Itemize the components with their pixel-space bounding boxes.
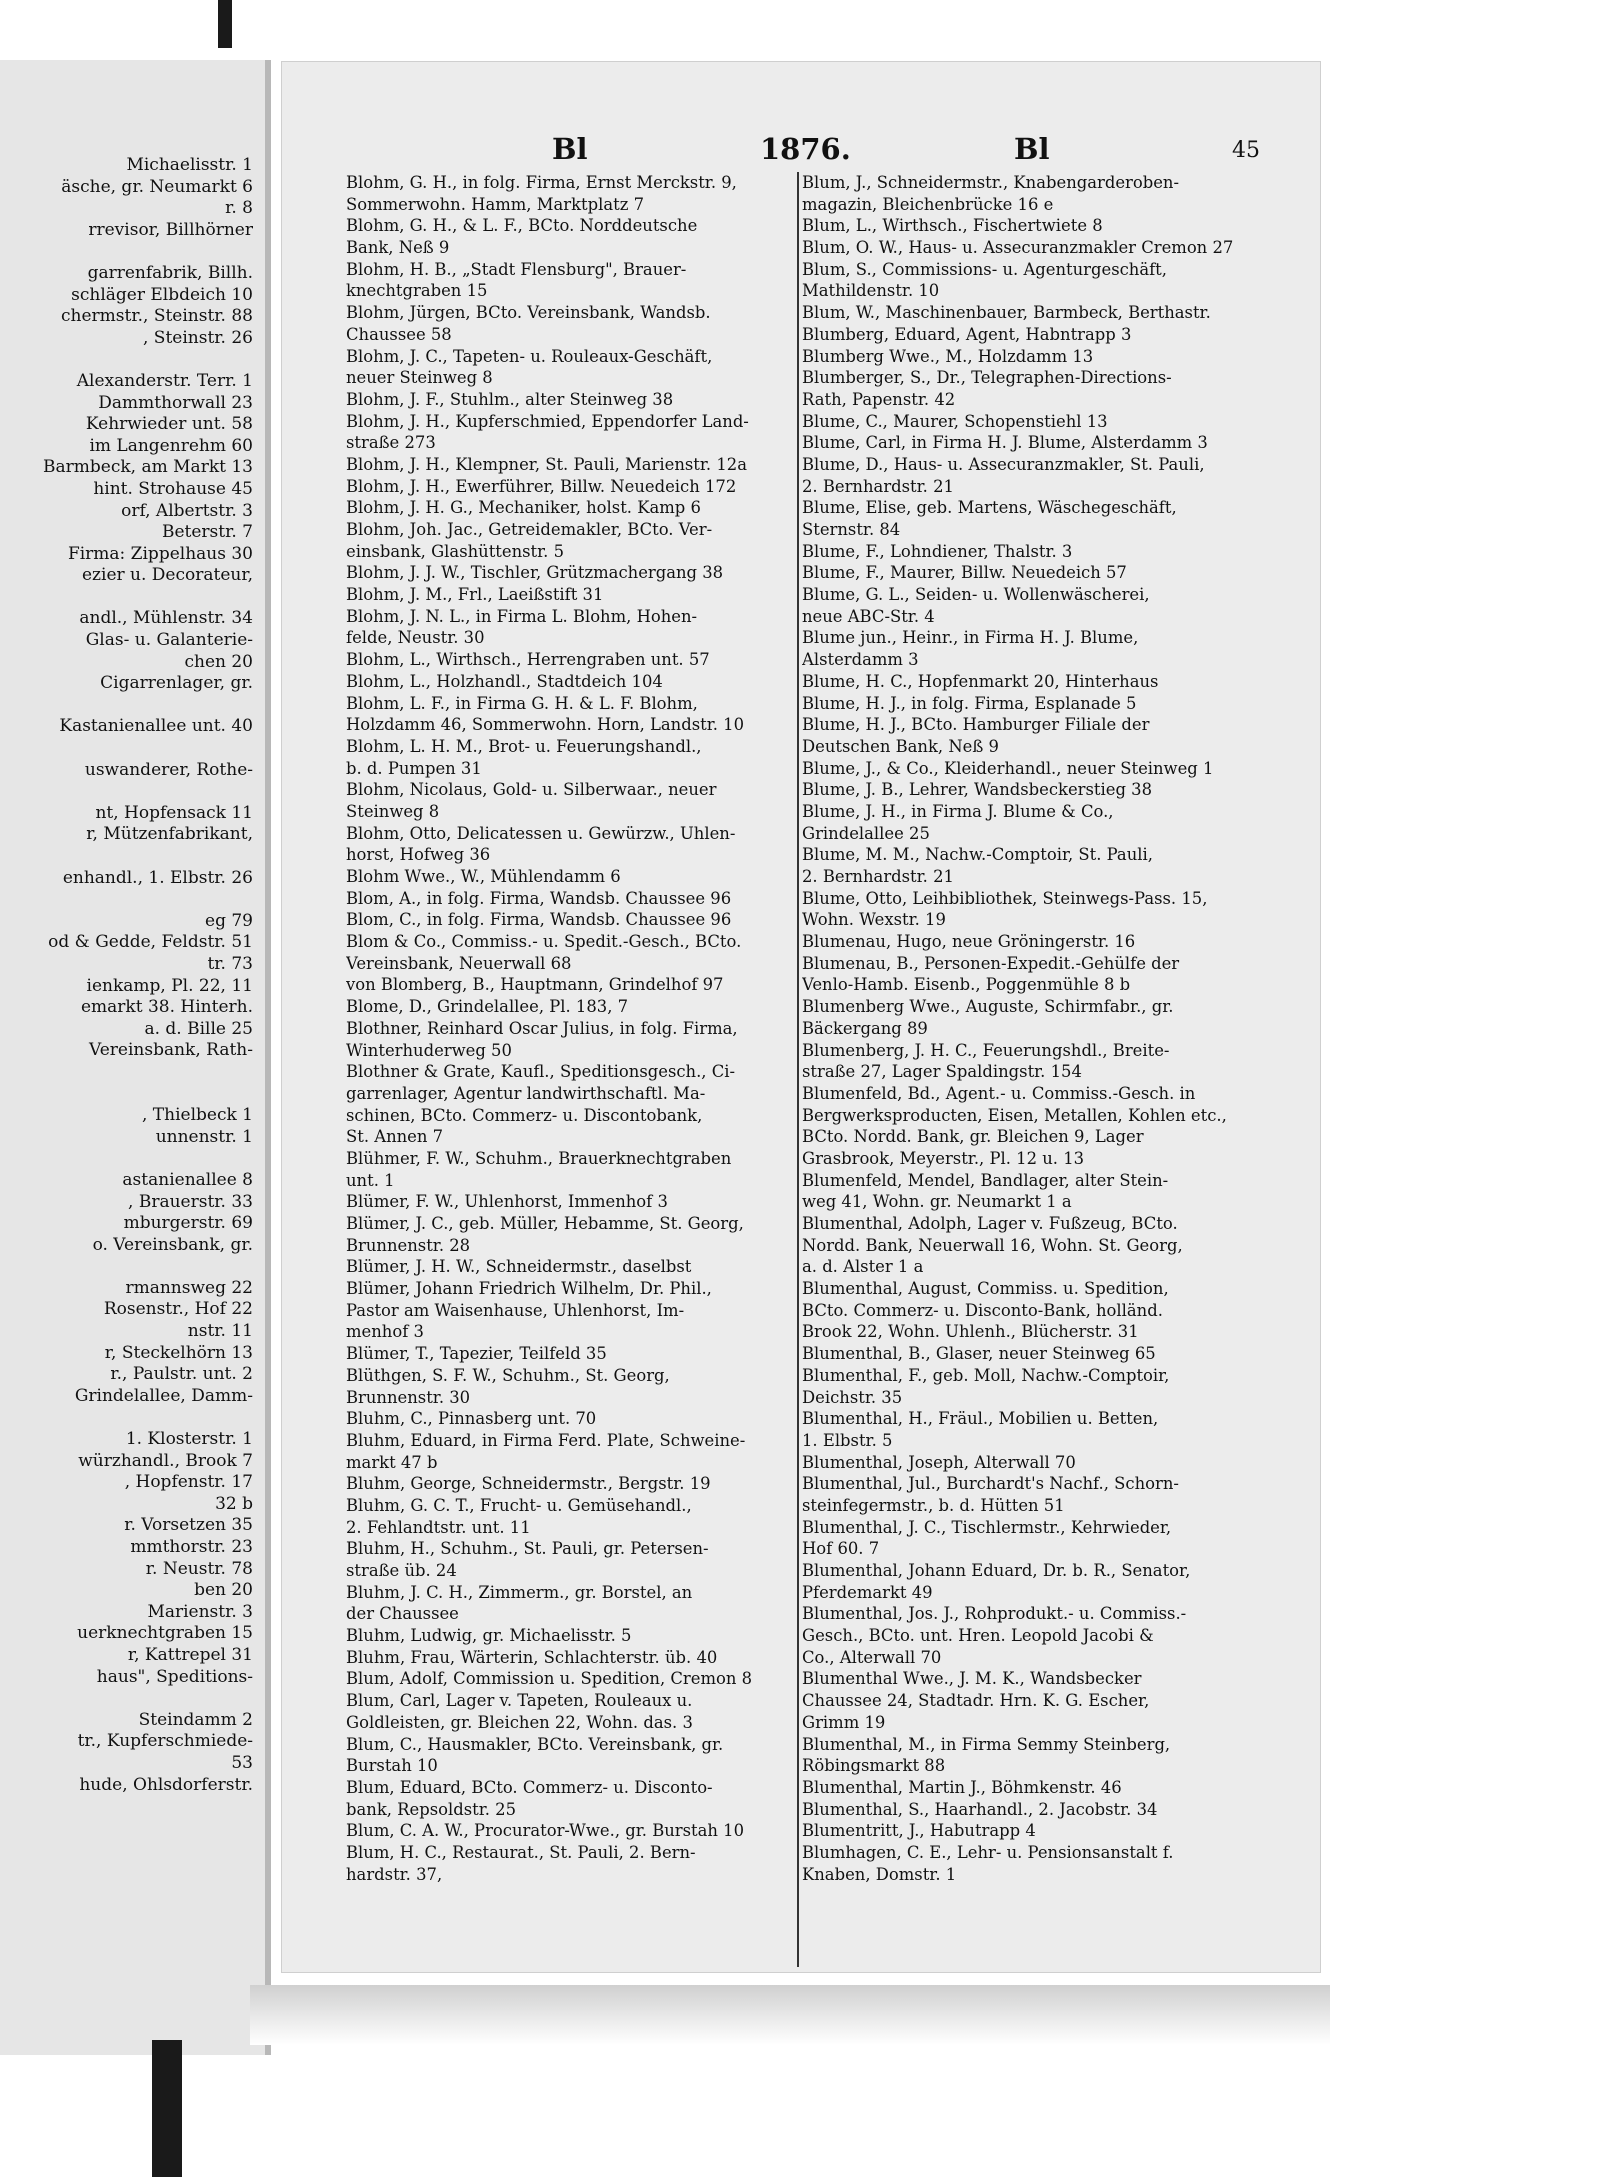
directory-entry-line: Venlo-Hamb. Eisenb., Poggenmühle 8 b (802, 975, 1131, 995)
directory-entry-line: hardstr. 37, (346, 1864, 443, 1884)
directory-entry-line: Bank, Neß 9 (346, 238, 450, 258)
directory-entry-line: Blohm, Joh. Jac., Getreidemakler, BCto. Ver- (346, 520, 713, 539)
header-year: 1876. (760, 132, 851, 166)
directory-column-left (346, 172, 811, 1885)
directory-entry-line: Blumberger, S., Dr., Telegraphen-Directions- (802, 368, 1172, 388)
directory-entry-line: Blothner & Grate, Kaufl., Speditionsgesch., Ci- (346, 1062, 736, 1082)
directory-entry-line: Bluhm, C., Pinnasberg unt. 70 (346, 1409, 597, 1429)
directory-entry-line: Holzdamm 46, Sommerwohn. Horn, Landstr. 10 (346, 715, 745, 735)
directory-entry-line: Blome, D., Grindelallee, Pl. 183, 7 (346, 997, 629, 1017)
directory-entry-line: Blumenthal, B., Glaser, neuer Steinweg 65 (802, 1344, 1156, 1364)
left-page-line: Alexanderstr. Terr. 1 (76, 370, 253, 391)
directory-entry-line: Blumenthal, August, Commiss. u. Spedition, (802, 1279, 1169, 1299)
directory-entry-line: Blohm, L. F., in Firma G. H. & L. F. Blohm, (346, 693, 698, 713)
directory-entry-line: Blume, Carl, in Firma H. J. Blume, Alsterdamm 3 (802, 433, 1208, 453)
directory-entry-line: Blohm, G. H., & L. F., BCto. Norddeutsche (346, 216, 698, 236)
left-page-line: 32 b (215, 1493, 253, 1514)
left-page-line: rmannsweg 22 (125, 1277, 253, 1298)
directory-entry-line: Blumenthal, S., Haarhandl., 2. Jacobstr. 34 (802, 1799, 1158, 1819)
column-divider (797, 172, 799, 1967)
directory-entry-line: Blum, O. W., Haus- u. Assecuranzmakler Cremon 27 (802, 238, 1234, 258)
directory-entry-line: Bäckergang 89 (802, 1018, 928, 1038)
directory-entry-line: Bluhm, G. C. T., Frucht- u. Gemüsehandl., (346, 1495, 692, 1515)
left-page-line: ben 20 (194, 1580, 253, 1601)
left-page-line: chen 20 (184, 651, 253, 672)
left-page-line: od & Gedde, Feldstr. 51 (48, 932, 253, 953)
left-page-line (0, 1407, 253, 1429)
directory-entry-line: Blume, F., Maurer, Billw. Neuedeich 57 (802, 563, 1127, 583)
directory-entry-line: St. Annen 7 (346, 1127, 444, 1147)
page-number: 45 (1232, 138, 1260, 163)
directory-entry-line: Chaussee 24, Stadtadr. Hrn. K. G. Escher, (802, 1691, 1150, 1711)
left-page-line (0, 241, 253, 263)
directory-entry-line: straße üb. 24 (346, 1561, 457, 1580)
directory-entry-line: der Chaussee (346, 1604, 459, 1624)
left-page-line: schläger Elbdeich 10 (71, 284, 253, 305)
directory-page (282, 62, 1320, 1972)
left-page-lines (0, 155, 253, 1796)
directory-entry-line: Blum, S., Commissions- u. Agenturgeschäft, (802, 259, 1167, 279)
directory-entry-line: Blohm, J. C., Tapeten- u. Rouleaux-Geschäft, (346, 346, 713, 366)
directory-entry-line: Blume, F., Lohndiener, Thalstr. 3 (802, 541, 1073, 561)
directory-entry-line: 2. Bernhardstr. 21 (802, 867, 954, 886)
left-page-line: o. Vereinsbank, gr. (92, 1234, 253, 1255)
directory-entry-line: Blum, Adolf, Commission u. Spedition, Cremon 8 (346, 1669, 753, 1689)
directory-entry-line: Blohm, J. M., Frl., Laeißstift 31 (346, 585, 604, 605)
directory-entry-line: magazin, Bleichenbrücke 16 e (802, 194, 1054, 214)
left-page-line: Kastanienallee unt. 40 (59, 716, 253, 737)
left-page-fragment (0, 60, 271, 2055)
left-page-line: nstr. 11 (187, 1321, 253, 1342)
left-page-line: Kehrwieder unt. 58 (85, 414, 253, 435)
directory-entry-line: Blohm, L. H. M., Brot- u. Feuerungshandl., (346, 736, 702, 756)
directory-entry-line: 2. Fehlandtstr. unt. 11 (346, 1517, 531, 1537)
directory-entry-line: 1. Elbstr. 5 (802, 1430, 893, 1450)
left-page-line (0, 1084, 253, 1106)
directory-entry-line: Blumenau, Hugo, neue Gröningerstr. 16 (802, 932, 1136, 952)
directory-entry-line: Blumenthal, Adolph, Lager v. Fußzeug, BCto. (802, 1214, 1178, 1233)
left-page-line: a. d. Bille 25 (144, 1018, 253, 1039)
left-page-line (0, 587, 253, 609)
directory-entry-line: Bluhm, Frau, Wärterin, Schlachterstr. üb. 40 (346, 1647, 718, 1667)
left-page-line: Dammthorwall 23 (98, 392, 253, 413)
left-page-line: tr. 73 (207, 953, 253, 974)
directory-entry-line: Grindelallee 25 (802, 823, 930, 843)
directory-entry-line: Goldleisten, gr. Bleichen 22, Wohn. das. 3 (346, 1712, 693, 1732)
left-page-line (0, 1148, 253, 1170)
directory-entry-line: Chaussee 58 (346, 324, 452, 344)
left-page-line: rrevisor, Billhörner (88, 219, 253, 240)
directory-entry-line: Blohm, J. H., Kupferschmied, Eppendorfer Land- (346, 411, 749, 431)
directory-entry-line: Blohm, J. F., Stuhlm., alter Steinweg 38 (346, 389, 674, 409)
directory-entry-line: Bluhm, Eduard, in Firma Ferd. Plate, Schweine- (346, 1430, 746, 1450)
directory-entry-line: menhof 3 (346, 1322, 424, 1342)
directory-entry-line: weg 41, Wohn. gr. Neumarkt 1 a (802, 1192, 1072, 1212)
directory-entry-line: Vereinsbank, Neuerwall 68 (346, 953, 572, 973)
directory-entry-line: von Blomberg, B., Hauptmann, Grindelhof 97 (346, 975, 724, 995)
left-page-line: r, Kattrepel 31 (127, 1644, 253, 1665)
directory-entry-line: Blümer, Johann Friedrich Wilhelm, Dr. Phil., (346, 1279, 712, 1299)
directory-entry-line: Alsterdamm 3 (802, 650, 919, 670)
left-page-line: Grindelallee, Damm- (74, 1385, 253, 1406)
directory-entry-line: Bluhm, H., Schuhm., St. Pauli, gr. Petersen- (346, 1539, 709, 1559)
directory-entry-line: Blohm, J. H. G., Mechaniker, holst. Kamp 6 (346, 498, 701, 518)
directory-entry-line: Blumenfeld, Bd., Agent.- u. Commiss.-Gesch. in (802, 1083, 1196, 1103)
directory-entry-line: Blume, Elise, geb. Martens, Wäschegeschäft, (802, 498, 1177, 518)
left-page-line: hude, Ohlsdorferstr. (79, 1774, 253, 1795)
directory-entry-line: Blum, L., Wirthsch., Fischertwiete 8 (802, 216, 1103, 236)
left-page-line: eg 79 (205, 910, 253, 931)
left-page-line: andl., Mühlenstr. 34 (79, 608, 253, 629)
directory-entry-line: Deutschen Bank, Neß 9 (802, 736, 999, 756)
left-page-line (0, 1688, 253, 1710)
left-page-line: ezier u. Decorateur, (81, 565, 253, 586)
directory-entry-line: Blume, J., & Co., Kleiderhandl., neuer Steinweg 1 (802, 758, 1214, 778)
left-page-line: r, Mützenfabrikant, (86, 824, 253, 845)
left-page-line: mburgerstr. 69 (123, 1213, 253, 1234)
left-page-line: , Thielbeck 1 (141, 1105, 253, 1126)
left-page-line: uerknechtgraben 15 (77, 1623, 253, 1644)
directory-entry-line: Blume, H. J., in folg. Firma, Esplanade 5 (802, 693, 1137, 713)
directory-entry-line: Blume, Otto, Leihbibliothek, Steinwegs-Pass. 15, (802, 888, 1208, 908)
directory-entry-line: Blum, H. C., Restaurat., St. Pauli, 2. Bern- (346, 1842, 696, 1862)
left-page-line: äsche, gr. Neumarkt 6 (61, 176, 253, 197)
directory-entry-line: Blumenthal, Martin J., Böhmkenstr. 46 (802, 1777, 1122, 1797)
directory-entry-line: Blumenau, B., Personen-Expedit.-Gehülfe der (802, 953, 1180, 973)
left-page-line (0, 846, 253, 868)
directory-entry-line: Blumenberg, J. H. C., Feuerungshdl., Breite- (802, 1040, 1170, 1060)
left-page-line: r. Neustr. 78 (145, 1558, 253, 1579)
directory-entry-line: Blume, J. B., Lehrer, Wandsbeckerstieg 38 (802, 780, 1153, 800)
left-page-line (0, 349, 253, 371)
left-page-line: r., Paulstr. unt. 2 (110, 1364, 253, 1385)
directory-entry-line: Grasbrook, Meyerstr., Pl. 12 u. 13 (802, 1148, 1085, 1168)
directory-entry-line: Blumberg, Eduard, Agent, Habntrapp 3 (802, 324, 1132, 344)
directory-entry-line: Blohm, Otto, Delicatessen u. Gewürzw., Uhlen- (346, 823, 736, 843)
directory-entry-line: Blohm, J. H., Klempner, St. Pauli, Marienstr. 12a (346, 454, 747, 474)
directory-entry-line: Nordd. Bank, Neuerwall 16, Wohn. St. Georg, (802, 1235, 1183, 1255)
directory-entry-line: Blumberg Wwe., M., Holzdamm 13 (802, 346, 1094, 366)
left-page-line: r. Vorsetzen 35 (124, 1515, 253, 1536)
left-page-line: r, Steckelhörn 13 (104, 1342, 253, 1363)
directory-entry-line: Blum, C. A. W., Procurator-Wwe., gr. Burstah 10 (346, 1821, 745, 1841)
page-header (282, 132, 1320, 172)
directory-entry-line: Blum, W., Maschinenbauer, Barmbeck, Berthastr. (802, 303, 1211, 323)
left-page-line: orf, Albertstr. 3 (121, 500, 253, 521)
directory-entry-line: straße 273 (346, 433, 436, 453)
directory-entry-line: Blumenthal, H., Fräul., Mobilien u. Betten, (802, 1409, 1159, 1429)
directory-column-right (802, 172, 1267, 1885)
directory-entry-line: felde, Neustr. 30 (346, 628, 485, 648)
directory-entry-line: Blum, Carl, Lager v. Tapeten, Rouleaux u. (346, 1691, 693, 1711)
directory-entry-line: markt 47 b (346, 1452, 438, 1472)
left-page-line: im Langenrehm 60 (89, 435, 253, 456)
directory-entry-line: Blohm, J. H., Ewerführer, Billw. Neuedeich 172 (346, 476, 737, 496)
left-page-line: Cigarrenlager, gr. (100, 673, 253, 694)
directory-entry-line: Sommerwohn. Hamm, Marktplatz 7 (346, 194, 644, 214)
left-page-line: unnenstr. 1 (155, 1126, 253, 1147)
directory-entry-line: steinfegermstr., b. d. Hütten 51 (802, 1495, 1065, 1515)
directory-entry-line: Winterhuderweg 50 (346, 1040, 512, 1060)
directory-entry-line: 2. Bernhardstr. 21 (802, 476, 954, 496)
directory-entry-line: Blumenthal, F., geb. Moll, Nachw.-Comptoir, (802, 1365, 1170, 1385)
directory-entry-line: Blume, G. L., Seiden- u. Wollenwäscherei, (802, 585, 1150, 605)
directory-entry-line: Blum, C., Hausmakler, BCto. Vereinsbank, gr. (346, 1734, 724, 1754)
directory-entry-line: Blume, M. M., Nachw.-Comptoir, St. Pauli, (802, 845, 1153, 865)
left-page-line: Firma: Zippelhaus 30 (67, 543, 253, 564)
left-page-line: garrenfabrik, Billh. (87, 262, 253, 283)
directory-entry-line: Blum, Eduard, BCto. Commerz- u. Disconto- (346, 1777, 713, 1797)
directory-entry-line: Blumenthal, Jos. J., Rohprodukt.- u. Commiss.- (802, 1604, 1187, 1624)
directory-entry-line: Blom & Co., Commiss.- u. Spedit.-Gesch., BCto. (346, 932, 742, 952)
binding-edge-top (218, 0, 232, 48)
directory-entry-line: b. d. Pumpen 31 (346, 758, 482, 778)
directory-entry-line: bank, Repsoldstr. 25 (346, 1799, 517, 1819)
directory-entry-line: Steinweg 8 (346, 801, 440, 821)
directory-entry-line: Röbingsmarkt 88 (802, 1756, 946, 1776)
left-page-line (0, 781, 253, 803)
left-page-line: Vereinsbank, Rath- (89, 1040, 253, 1061)
directory-entry-line: Blom, A., in folg. Firma, Wandsb. Chaussee 96 (346, 888, 732, 908)
directory-entry-line: Blohm, Jürgen, BCto. Vereinsbank, Wandsb. (346, 303, 711, 323)
left-page-line: uswanderer, Rothe- (84, 759, 253, 780)
left-page-line: r. 8 (225, 198, 253, 219)
header-letters-right: Bl (1014, 132, 1050, 166)
directory-entry-line: Blumhagen, C. E., Lehr- u. Pensionsanstalt f. (802, 1842, 1174, 1862)
directory-entry-line: Brunnenstr. 28 (346, 1235, 471, 1255)
left-page-line: enhandl., 1. Elbstr. 26 (62, 867, 253, 888)
directory-entry-line: Brunnenstr. 30 (346, 1387, 471, 1407)
directory-entry-line: Blumenthal, M., in Firma Semmy Steinberg, (802, 1734, 1171, 1754)
left-page-line: astanienallee 8 (122, 1169, 253, 1190)
directory-entry-line: Wohn. Wexstr. 19 (802, 910, 946, 930)
directory-entry-line: Pferdemarkt 49 (802, 1582, 933, 1602)
directory-entry-line: Blohm, Nicolaus, Gold- u. Silberwaar., neuer (346, 780, 717, 800)
left-page-line: ienkamp, Pl. 22, 11 (86, 975, 253, 996)
directory-entry-line: einsbank, Glashüttenstr. 5 (346, 541, 565, 561)
directory-entry-line: Blume, H. C., Hopfenmarkt 20, Hinterhaus (802, 671, 1159, 691)
directory-entry-line: Blohm Wwe., W., Mühlendamm 6 (346, 867, 621, 886)
left-page-line: 1. Klosterstr. 1 (125, 1429, 253, 1450)
directory-entry-line: Knaben, Domstr. 1 (802, 1864, 957, 1884)
directory-entry-line: a. d. Alster 1 a (802, 1257, 924, 1277)
directory-entry-line: Deichstr. 35 (802, 1387, 903, 1407)
directory-entry-line: Blumenthal, J. C., Tischlermstr., Kehrwieder, (802, 1517, 1172, 1537)
directory-entry-line: Blumenthal, Jul., Burchardt's Nachf., Schorn- (802, 1474, 1179, 1494)
directory-entry-line: Bluhm, George, Schneidermstr., Bergstr. 19 (346, 1474, 711, 1494)
directory-entry-line: Blohm, G. H., in folg. Firma, Ernst Merckstr. 9, (346, 173, 737, 192)
directory-entry-line: horst, Hofweg 36 (346, 845, 491, 865)
directory-entry-line: Blohm, J. N. L., in Firma L. Blohm, Hohen- (346, 606, 698, 626)
left-page-line: Beterstr. 7 (161, 522, 253, 543)
directory-entry-line: Blume, C., Maurer, Schopenstiehl 13 (802, 411, 1108, 431)
left-page-line: mmthorstr. 23 (130, 1537, 253, 1557)
binding-edge-bottom (152, 2040, 182, 2177)
left-page-line: hint. Strohause 45 (93, 478, 253, 499)
directory-entry-line: Blümer, J. C., geb. Müller, Hebamme, St. Georg, (346, 1214, 744, 1233)
left-page-line: Steindamm 2 (138, 1709, 253, 1730)
directory-entry-line: Blumentritt, J., Habutrapp 4 (802, 1821, 1036, 1841)
directory-entry-line: Blothner, Reinhard Oscar Julius, in folg. Firma, (346, 1018, 738, 1038)
directory-entry-line: Blohm, L., Holzhandl., Stadtdeich 104 (346, 671, 663, 691)
directory-entry-line: Blume jun., Heinr., in Firma H. J. Blume, (802, 628, 1139, 648)
directory-entry-line: neue ABC-Str. 4 (802, 606, 935, 626)
directory-entry-line: Blohm, H. B., „Stadt Flensburg", Brauer- (346, 259, 687, 279)
left-page-line: , Hopfenstr. 17 (124, 1472, 253, 1493)
directory-entry-line: Co., Alterwall 70 (802, 1647, 942, 1667)
directory-entry-line: Blohm, L., Wirthsch., Herrengraben unt. 57 (346, 650, 710, 670)
left-page-line (0, 738, 253, 760)
directory-entry-line: Hof 60. 7 (802, 1539, 880, 1559)
directory-entry-line: BCto. Nordd. Bank, gr. Bleichen 9, Lager (802, 1127, 1144, 1147)
directory-entry-line: Mathildenstr. 10 (802, 281, 940, 301)
left-page-line: würzhandl., Brook 7 (78, 1450, 253, 1471)
directory-entry-line: Bluhm, Ludwig, gr. Michaelisstr. 5 (346, 1626, 632, 1646)
left-page-line: Michaelisstr. 1 (126, 155, 253, 175)
directory-entry-line: Sternstr. 84 (802, 520, 901, 539)
directory-entry-line: garrenlager, Agentur landwirthschaftl. Ma- (346, 1083, 706, 1103)
directory-entry-line: Blüthgen, S. F. W., Schuhm., St. Georg, (346, 1365, 670, 1385)
directory-entry-line: Rath, Papenstr. 42 (802, 389, 956, 409)
directory-entry-line: Blumenthal, Joseph, Alterwall 70 (802, 1452, 1076, 1472)
directory-entry-line: knechtgraben 15 (346, 281, 488, 301)
directory-entry-line: Grimm 19 (802, 1712, 886, 1732)
directory-entry-line: Gesch., BCto. unt. Hren. Leopold Jacobi & (802, 1626, 1154, 1646)
directory-entry-line: Blumenfeld, Mendel, Bandlager, alter Stein- (802, 1170, 1169, 1190)
header-letters-left: Bl (552, 132, 588, 166)
left-page-line (0, 889, 253, 911)
left-page-line: , Steinstr. 26 (143, 327, 253, 348)
directory-entry-line: Blume, J. H., in Firma J. Blume & Co., (802, 801, 1114, 821)
page-shadow (250, 1985, 1330, 2045)
left-page-line: Glas- u. Galanterie- (85, 630, 253, 651)
directory-entry-line: Blume, H. J., BCto. Hamburger Filiale der (802, 715, 1150, 735)
directory-entry-line: Blum, J., Schneidermstr., Knabengarderoben- (802, 173, 1180, 192)
directory-entry-line: Blumenthal Wwe., J. M. K., Wandsbecker (802, 1669, 1142, 1689)
directory-entry-line: Blumenthal, Johann Eduard, Dr. b. R., Senator, (802, 1561, 1191, 1580)
directory-entry-line: BCto. Commerz- u. Disconto-Bank, holländ. (802, 1300, 1163, 1320)
directory-entry-line: Blühmer, F. W., Schuhm., Brauerknechtgraben (346, 1148, 732, 1168)
directory-entry-line: schinen, BCto. Commerz- u. Discontobank, (346, 1105, 703, 1125)
directory-entry-line: Bergwerksproducten, Eisen, Metallen, Kohlen etc., (802, 1105, 1227, 1125)
directory-entry-line: Burstah 10 (346, 1756, 438, 1776)
left-page-line: nt, Hopfensack 11 (95, 802, 253, 823)
directory-entry-line: Blume, D., Haus- u. Assecuranzmakler, St. Pauli, (802, 454, 1205, 474)
directory-entry-line: Pastor am Waisenhause, Uhlenhorst, Im- (346, 1300, 685, 1320)
left-page-line: chermstr., Steinstr. 88 (61, 306, 253, 327)
directory-entry-line: Blümer, T., Tapezier, Teilfeld 35 (346, 1344, 607, 1364)
left-page-line (0, 1256, 253, 1278)
directory-entry-line: straße 27, Lager Spaldingstr. 154 (802, 1062, 1082, 1082)
directory-entry-line: Blumenberg Wwe., Auguste, Schirmfabr., gr. (802, 997, 1174, 1017)
left-page-line: , Brauerstr. 33 (128, 1191, 253, 1212)
directory-entry-line: unt. 1 (346, 1170, 395, 1190)
left-page-line: haus", Speditions- (96, 1666, 253, 1687)
directory-entry-line: Blümer, J. H. W., Schneidermstr., daselbst (346, 1257, 692, 1277)
directory-entry-line: Brook 22, Wohn. Uhlenh., Blücherstr. 31 (802, 1322, 1139, 1342)
left-page-line: Marienstr. 3 (147, 1601, 253, 1622)
left-page-line: tr., Kupferschmiede- (77, 1731, 253, 1752)
directory-entry-line: Blohm, J. J. W., Tischler, Grützmachergang 38 (346, 563, 724, 583)
left-page-line (0, 1062, 253, 1084)
left-page-line (0, 695, 253, 717)
directory-entry-line: neuer Steinweg 8 (346, 368, 493, 388)
left-page-line: Barmbeck, am Markt 13 (43, 457, 253, 478)
directory-entry-line: Blümer, F. W., Uhlenhorst, Immenhof 3 (346, 1192, 668, 1212)
directory-entry-line: Blom, C., in folg. Firma, Wandsb. Chaussee 96 (346, 910, 732, 930)
left-page-line: Rosenstr., Hof 22 (103, 1299, 253, 1320)
left-page-line: emarkt 38. Hinterh. (80, 997, 253, 1018)
left-page-line: 53 (231, 1752, 253, 1773)
directory-entry-line: Bluhm, J. C. H., Zimmerm., gr. Borstel, an (346, 1582, 693, 1602)
